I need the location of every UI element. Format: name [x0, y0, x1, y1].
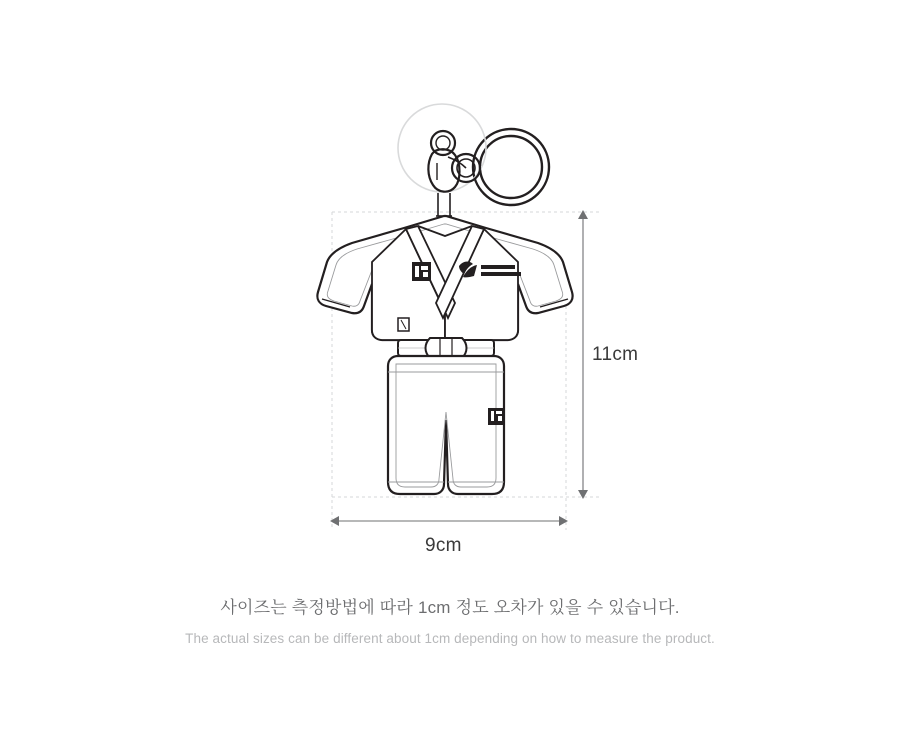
- size-note: [0, 596, 900, 649]
- size-note-korean: 사이즈는 측정방법에 따라 1cm 정도 오차가 있을 수 있습니다.: [220, 598, 680, 617]
- height-dimension-label: 11cm: [592, 344, 639, 365]
- side-tie-strap: [398, 318, 409, 331]
- size-note-english: The actual sizes can be different about 1cm depending on how to measure the product.: [185, 631, 715, 646]
- mooto-pants-patch-icon: [488, 408, 505, 425]
- dobok-uniform-icon: [317, 216, 572, 494]
- mooto-chest-patch-icon: [412, 262, 431, 281]
- width-dimension-line: [330, 516, 568, 526]
- height-dimension-line: [578, 210, 588, 499]
- key-ring-icon: [398, 104, 549, 205]
- lobster-clasp-icon: [428, 131, 466, 216]
- width-dimension-label: 9cm: [425, 535, 462, 556]
